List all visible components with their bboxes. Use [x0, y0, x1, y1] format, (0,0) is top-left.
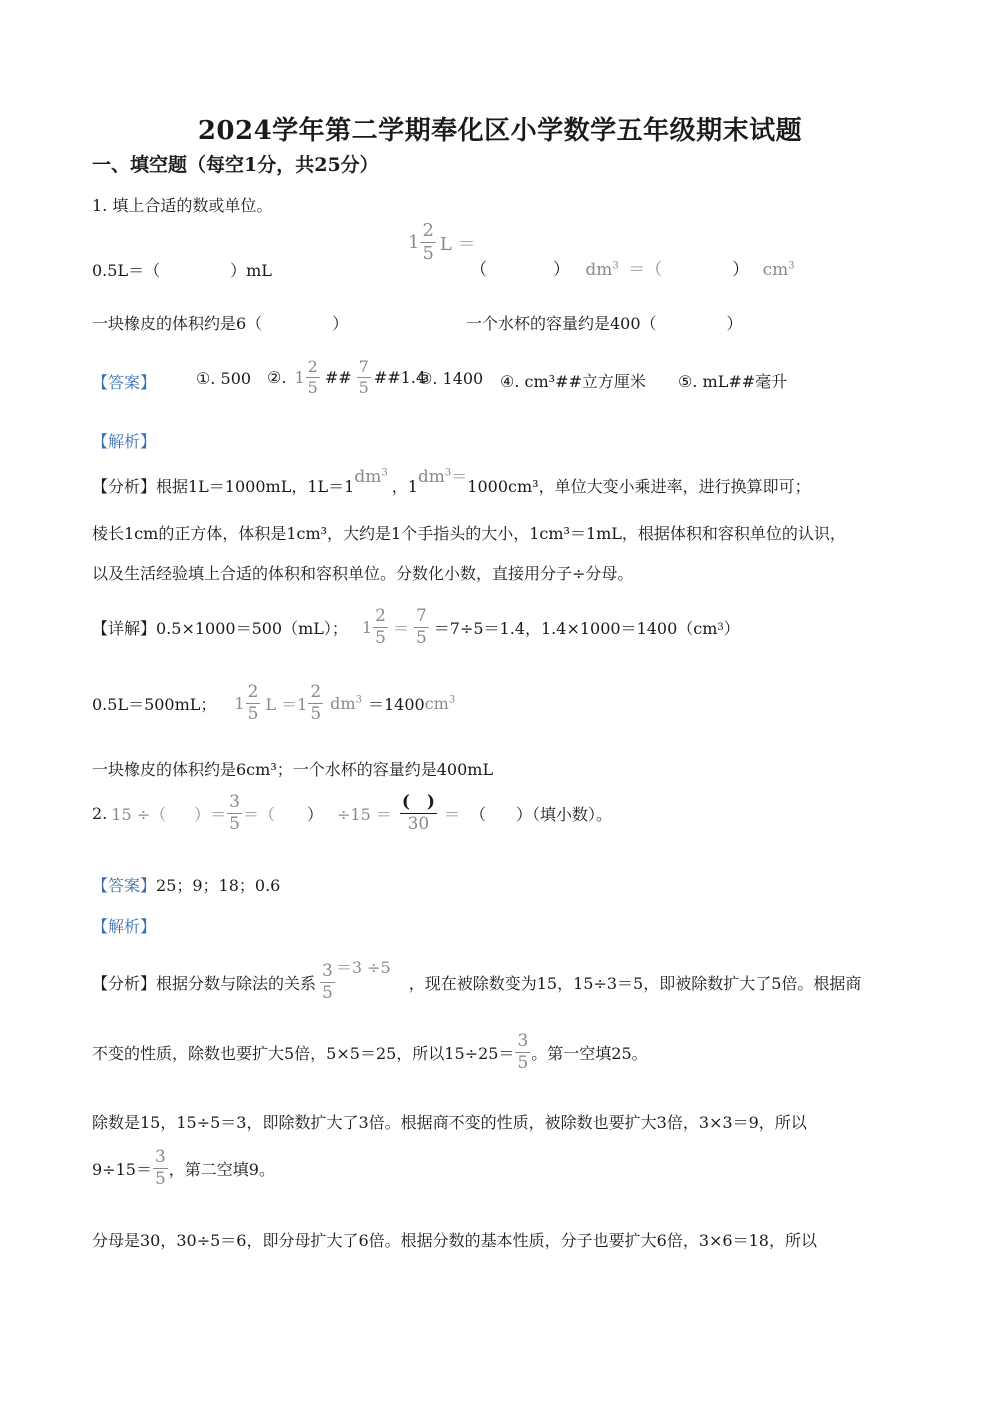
q1-ans4: ④. cm³##立方厘米	[500, 372, 646, 391]
q1-ans1: ①. 500	[196, 369, 252, 388]
q1-mixed-expression	[408, 222, 476, 263]
q1-blank1-right: ）mL	[230, 261, 272, 280]
q1-fenxi: 【分析】根据1L＝1000mL，$1L=1dm^3$，$1dm^3=1000cm^3$，单位大变小乘进率，进行换算即可；	[92, 467, 811, 496]
mixed-fraction: $\frac{2}{5}$	[422, 220, 434, 264]
q1-line2-left: 一块橡皮的体积约是6（ ）	[92, 314, 349, 333]
q1-ans2: ②. 1 $\frac{2}{5}$ ## $\frac{7}{5}$ ##1.4	[267, 356, 427, 397]
q1-answer-label: 【答案】	[92, 373, 157, 392]
q2-line2: 不变的性质，除数也要扩大5倍，5×5＝25，所以15÷25＝ $\frac{3}{5}$ 。第一空填25。	[92, 1030, 648, 1073]
q2-answer: 【答案】25；9；18；0.6	[92, 876, 281, 895]
page-title: 2024学年第二学期奉化区小学数学五年级期末试题	[197, 116, 803, 146]
q1-result-line: 0.5L＝500mL； 1 $\frac{2}{5}$ L ＝1 $\frac{2}{5}$ $dm^3$ ＝1400 $cm^3$	[92, 681, 456, 724]
q1-xiangjie: 【详解】0.5×1000＝500（mL）； 1 $\frac{2}{5}$ ＝ $\frac{7}{5}$ ＝7÷5＝1.4，1.4×1000＝1400（cm 3 ）	[92, 605, 740, 648]
q2-line5: 分母是30，30÷5＝6，即分母扩大了6倍。根据分数的基本性质，分子也要扩大6倍，3×6＝18，所以	[92, 1231, 817, 1250]
q1-final-line: 一块橡皮的体积约是6cm³；一个水杯的容量约是400mL	[92, 760, 494, 779]
q2-expression: 2. 15 ÷（ ）＝ $\frac{3}{5}$ ＝（ ） ÷15 ＝ $\frac{( )}{30}$ ＝ （ ）（填小数）。	[92, 791, 612, 834]
cm3-unit: $cm^3$	[762, 260, 795, 280]
section-heading: 一、填空题（每空1分，共25分）	[92, 154, 379, 176]
q1-line2-right: 一个水杯的容量约是400（ ）	[466, 314, 743, 333]
q1-blank1	[92, 258, 272, 281]
q1-para2: 以及生活经验填上合适的体积和容积单位。分数化小数，直接用分子÷分母。	[92, 564, 634, 583]
q2-analysis-label: 【解析】	[92, 917, 157, 936]
liter-equals: L ＝	[439, 233, 476, 255]
q1-blank2: （ ） $dm^3$ ＝（ ） $cm^3$	[470, 260, 795, 280]
q2-fenxi: 【分析】根据分数与除法的关系 $\frac{3}{5}$ ＝3 ÷5 ，现在被除数变为15，15÷3＝5，即被除数扩大了5倍。根据商	[92, 957, 862, 1003]
q1-ans3: ③. 1400	[418, 369, 484, 388]
q2-line3: 除数是15，15÷5＝3，即除数扩大了3倍。根据商不变的性质，被除数也要扩大3倍，3×3＝9，所以	[92, 1113, 807, 1132]
q1-prompt: 1. 填上合适的数或单位。	[92, 196, 273, 215]
q1-blank1-left: 0.5L＝（	[92, 261, 161, 280]
q1-analysis-label: 【解析】	[92, 432, 157, 451]
q1-para1: 棱长1cm的正方体，体积是1cm³，大约是1个手指头的大小，1cm³＝1mL，根据体积和容积单位的认识，	[92, 524, 846, 543]
dm3-unit: $dm^3$	[585, 260, 619, 280]
mixed-whole: 1	[408, 232, 420, 253]
q1-ans5: ⑤. mL##毫升	[678, 372, 788, 391]
q2-line4: 9÷15＝ $\frac{3}{5}$ ，第二空填9。	[92, 1146, 275, 1189]
